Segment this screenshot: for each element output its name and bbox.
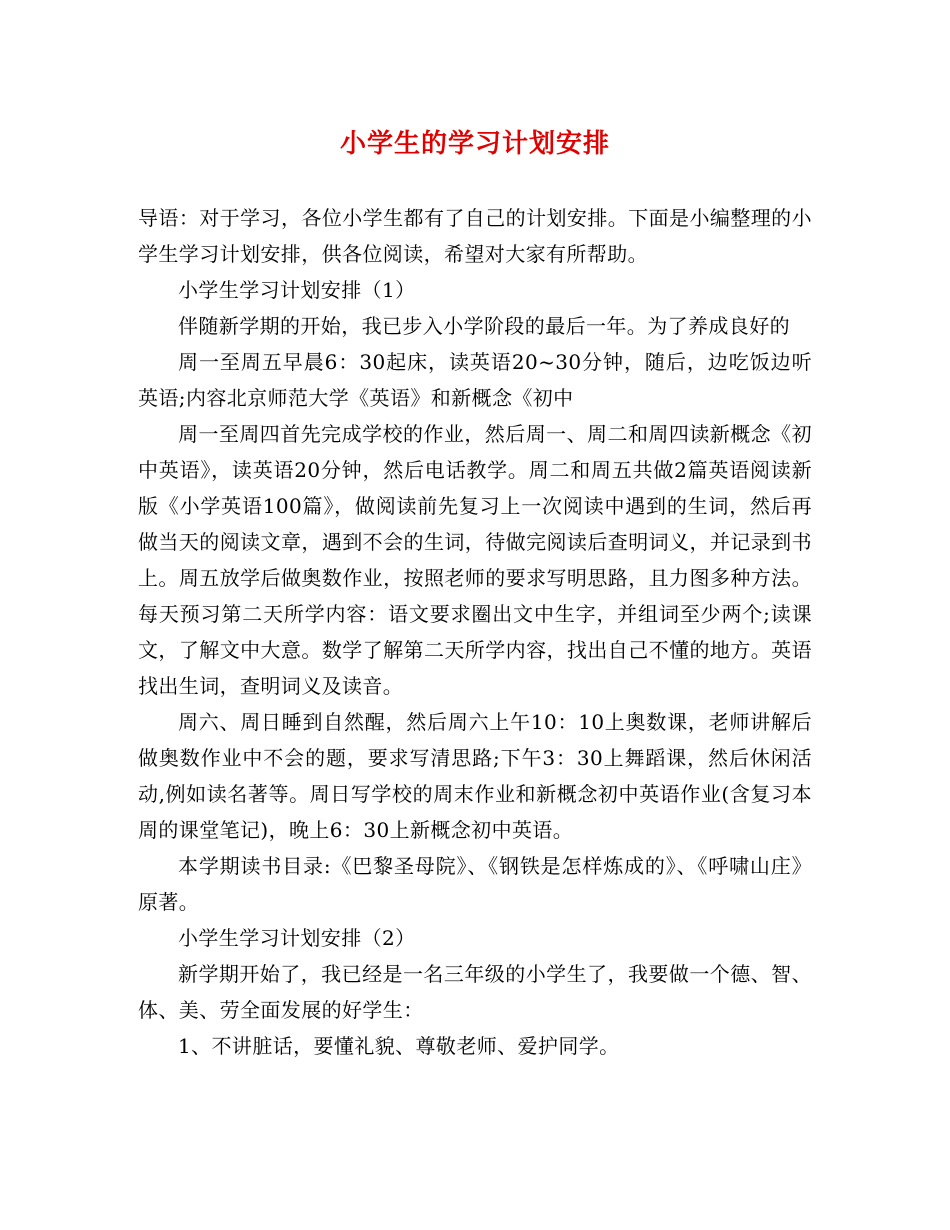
paragraph: 周一至周五早晨6：30起床，读英语20~30分钟，随后，边吃饭边听英语;内容北京师范大学《英语》和新概念《初中 [138,350,812,410]
paragraph: 导语：对于学习，各位小学生都有了自己的计划安排。下面是小编整理的小学生学习计划安排，供各位阅读，希望对大家有所帮助。 [138,206,812,266]
paragraph: 伴随新学期的开始，我已步入小学阶段的最后一年。为了养成良好的 [178,314,790,338]
paragraph: 小学生学习计划安排（2） [178,926,416,950]
document-title: 小学生的学习计划安排 [339,129,610,159]
paragraph: 新学期开始了，我已经是一名三年级的小学生了，我要做一个德、智、体、美、劳全面发展的好学生： [138,962,812,1022]
paragraph: 周一至周四首先完成学校的作业，然后周一、周二和周四读新概念《初中英语》，读英语20分钟，然后电话教学。周二和周五共做2篇英语阅读新版《小学英语100篇》，做阅读前先复习上一次阅读中遇到的生词，然后再做当天的阅读文章，遇到不会的生词，待做完阅读后查明词义，并记录到书上。周五放学后做奥数作业，按照老师的要求写明思路，且力图多种方法。每天预习第二天所学内容：语文要求圈出文中生字，并组词至少两个;读课文，了解文中大意。数学了解第二天所学内容，找出自己不懂的地方。英语找出生词，查明词义及读音。 [138,422,812,698]
paragraph: 1、不讲脏话，要懂礼貌、尊敬老师、爱护同学。 [178,1034,620,1058]
paragraph: 小学生学习计划安排（1） [178,278,416,302]
paragraph: 周六、周日睡到自然醒，然后周六上午10：10上奥数课，老师讲解后做奥数作业中不会的题，要求写清思路;下午3：30上舞蹈课，然后休闲活动,例如读名著等。周日写学校的周末作业和新概念初中英语作业(含复习本周的课堂笔记)，晚上6：30上新概念初中英语。 [138,710,812,842]
document-body [138,200,812,1064]
paragraph: 本学期读书目录:《巴黎圣母院》、《钢铁是怎样炼成的》、《呼啸山庄》原著。 [138,854,812,914]
